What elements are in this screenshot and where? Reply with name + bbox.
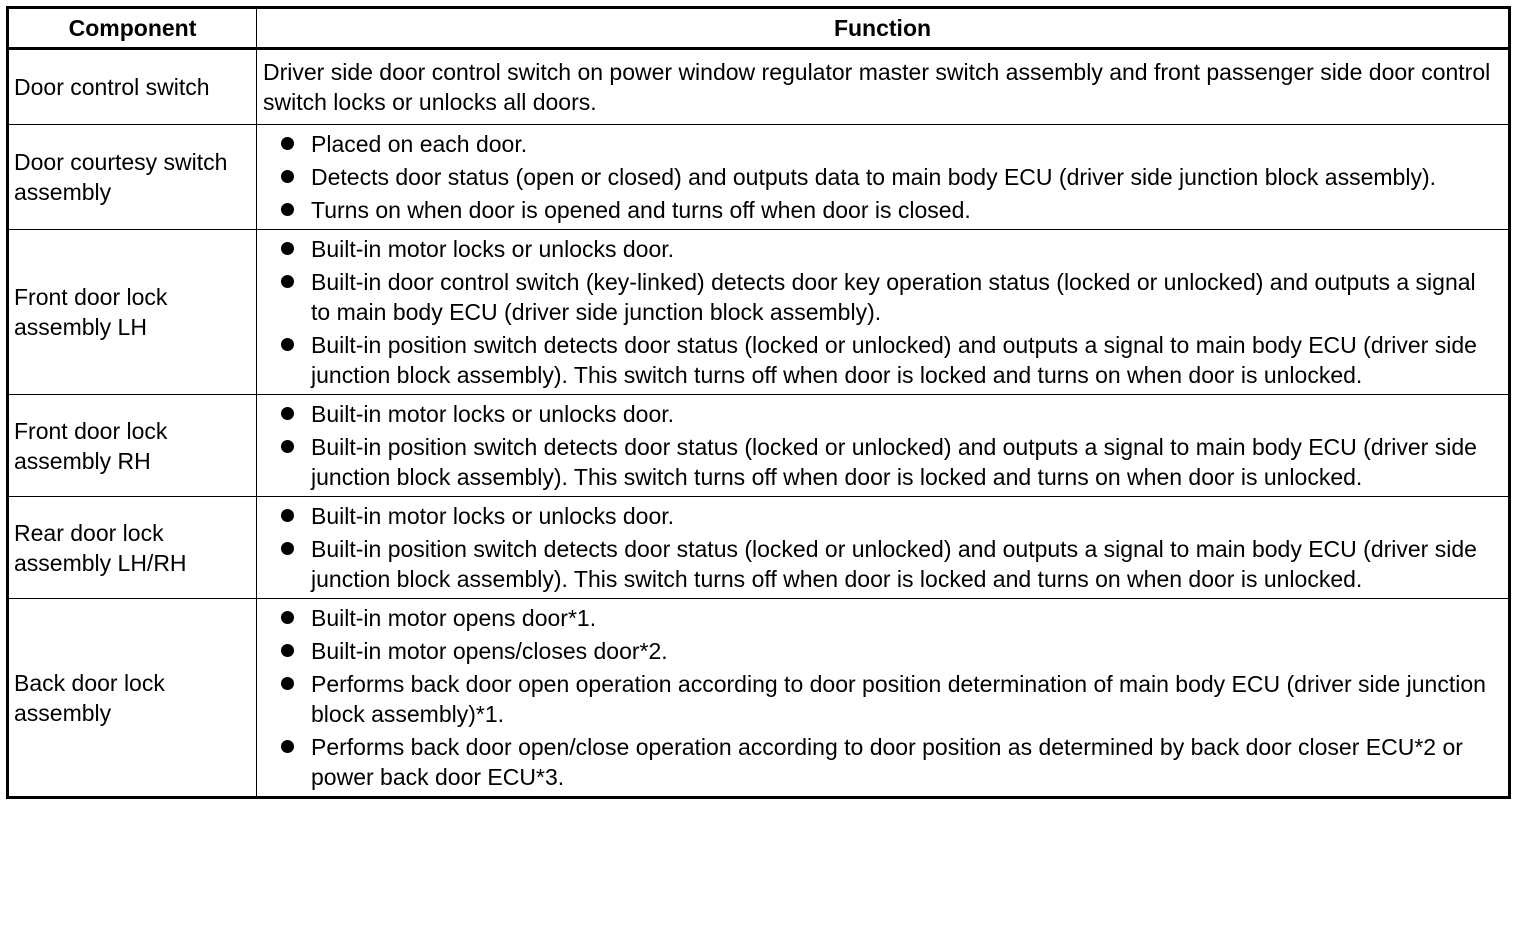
- function-bullet: Placed on each door.: [263, 129, 1500, 159]
- function-cell: [257, 599, 1510, 798]
- function-cell: [257, 230, 1510, 395]
- function-bullet: Built-in motor locks or unlocks door.: [263, 501, 1500, 531]
- component-cell: Front door lock assembly RH: [8, 395, 257, 497]
- function-bullet: Detects door status (open or closed) and outputs data to main body ECU (driver side junction block assembly).: [263, 162, 1500, 192]
- header-row: [8, 8, 1510, 49]
- function-bullet-list: [263, 603, 1500, 792]
- component-cell: Door control switch: [8, 49, 257, 125]
- header-function: Function: [257, 8, 1510, 49]
- function-bullet: Built-in motor opens/closes door*2.: [263, 636, 1500, 666]
- function-bullet: Built-in motor opens door*1.: [263, 603, 1500, 633]
- function-bullet: Built-in motor locks or unlocks door.: [263, 234, 1500, 264]
- function-bullet-list: [263, 399, 1500, 492]
- function-bullet: Performs back door open operation according to door position determination of main body ECU (driver side junction block assembly)*1.: [263, 669, 1500, 729]
- table-row: [8, 230, 1510, 395]
- function-bullet: Built-in door control switch (key-linked) detects door key operation status (locked or unlocked) and outputs a signal to main body ECU (driver side junction block assembly).: [263, 267, 1500, 327]
- function-cell: Driver side door control switch on power window regulator master switch assembly and front passenger side door control switch locks or unlocks all doors.: [257, 49, 1510, 125]
- component-cell: Front door lock assembly LH: [8, 230, 257, 395]
- table-row: [8, 599, 1510, 798]
- table-row: [8, 395, 1510, 497]
- component-cell: Rear door lock assembly LH/RH: [8, 497, 257, 599]
- component-cell: Back door lock assembly: [8, 599, 257, 798]
- table-row: [8, 125, 1510, 230]
- header-component: Component: [8, 8, 257, 49]
- table-row: [8, 49, 1510, 125]
- function-bullet-list: [263, 129, 1500, 225]
- component-cell: Door courtesy switch assembly: [8, 125, 257, 230]
- function-cell: [257, 125, 1510, 230]
- function-bullet: Performs back door open/close operation according to door position as determined by back door closer ECU*2 or power back door ECU*3.: [263, 732, 1500, 792]
- component-function-table: [6, 6, 1511, 799]
- function-cell: [257, 497, 1510, 599]
- function-bullet: Built-in position switch detects door status (locked or unlocked) and outputs a signal to main body ECU (driver side junction block assembly). This switch turns off when door is locked and turns on when door is unlocked.: [263, 534, 1500, 594]
- function-bullet: Built-in position switch detects door status (locked or unlocked) and outputs a signal to main body ECU (driver side junction block assembly). This switch turns off when door is locked and turns on when door is unlocked.: [263, 432, 1500, 492]
- function-bullet-list: [263, 501, 1500, 594]
- function-bullet-list: [263, 234, 1500, 390]
- function-bullet: Built-in motor locks or unlocks door.: [263, 399, 1500, 429]
- table-row: [8, 497, 1510, 599]
- function-cell: [257, 395, 1510, 497]
- function-bullet: Turns on when door is opened and turns off when door is closed.: [263, 195, 1500, 225]
- function-bullet: Built-in position switch detects door status (locked or unlocked) and outputs a signal to main body ECU (driver side junction block assembly). This switch turns off when door is locked and turns on when door is unlocked.: [263, 330, 1500, 390]
